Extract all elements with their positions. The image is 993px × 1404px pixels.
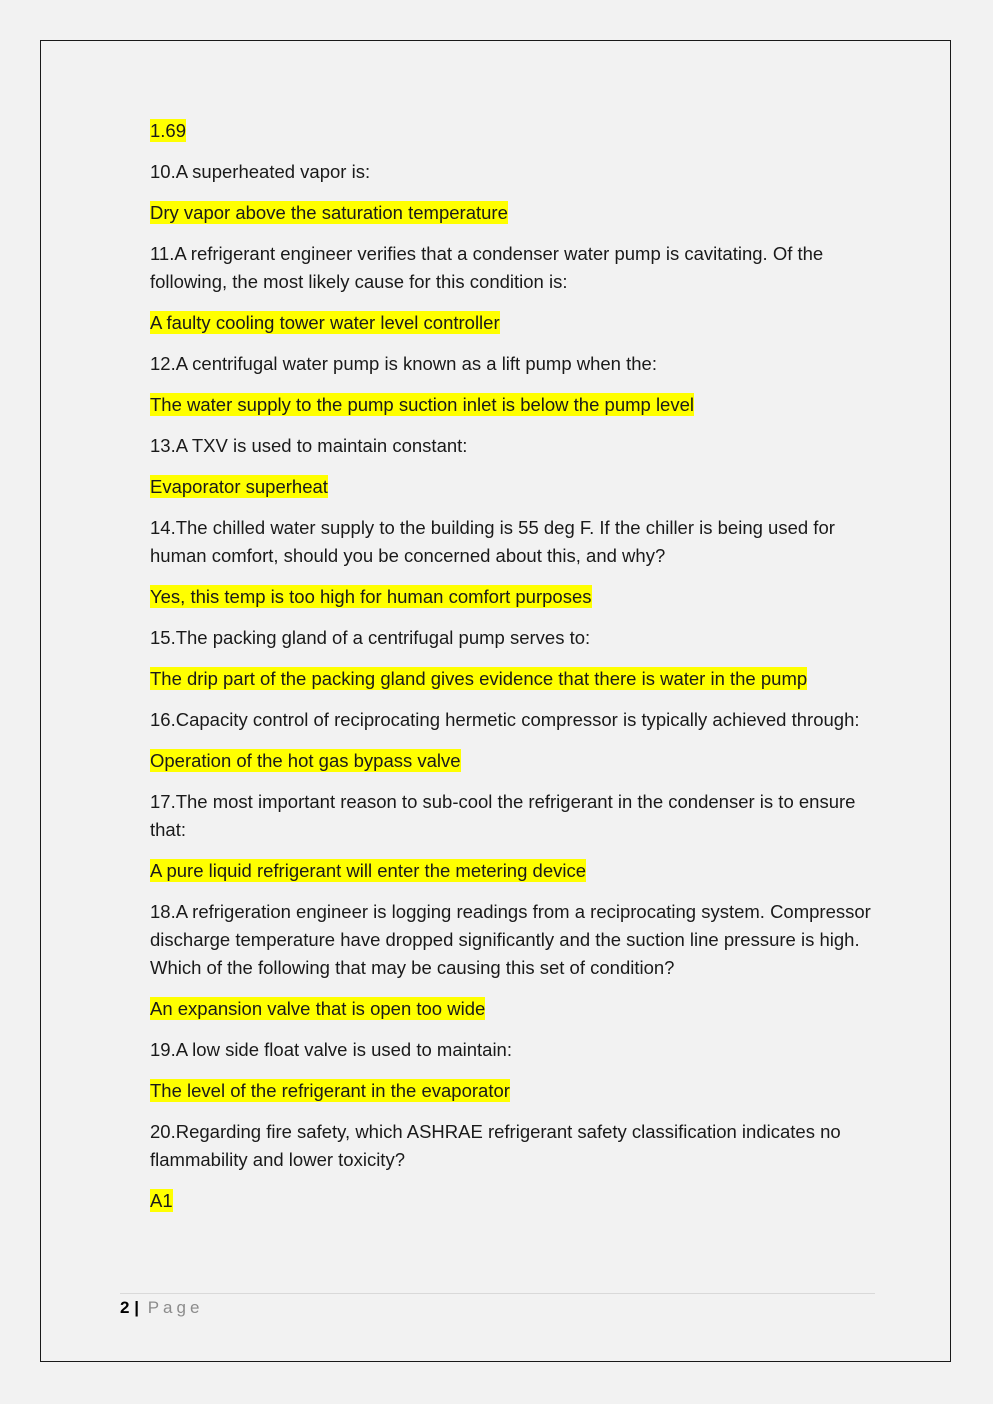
answer-paragraph <box>150 995 875 1023</box>
answer-paragraph <box>150 1187 875 1215</box>
footer-separator: | <box>134 1298 139 1317</box>
highlighted-answer-text: A1 <box>150 1190 173 1211</box>
answer-paragraph <box>150 1077 875 1105</box>
highlighted-answer-text: The level of the refrigerant in the evaporator <box>150 1080 510 1101</box>
highlighted-answer-text: Dry vapor above the saturation temperature <box>150 202 508 223</box>
answer-paragraph <box>150 199 875 227</box>
page-footer <box>120 1296 203 1320</box>
answer-paragraph <box>150 857 875 885</box>
question-paragraph: 19.A low side float valve is used to maintain: <box>150 1039 512 1060</box>
question-paragraph: 10.A superheated vapor is: <box>150 161 371 182</box>
highlighted-answer-text: The drip part of the packing gland gives evidence that there is water in the pump <box>150 668 808 689</box>
question-paragraph: 15.The packing gland of a centrifugal pump serves to: <box>150 627 591 648</box>
highlighted-answer-text: Yes, this temp is too high for human comfort purposes <box>150 586 592 607</box>
answer-paragraph <box>150 747 875 775</box>
answer-paragraph <box>150 309 875 337</box>
document-body <box>150 117 875 1228</box>
question-paragraph: 18.A refrigeration engineer is logging readings from a reciprocating system. Compressor discharge temperature have dropped significantly and the suction line pressure is high. Which of the following that may be causing this set of condition? <box>150 901 871 978</box>
highlighted-answer-text: A pure liquid refrigerant will enter the metering device <box>150 860 587 881</box>
question-paragraph: 14.The chilled water supply to the building is 55 deg F. If the chiller is being used for human comfort, should you be concerned about this, and why? <box>150 517 835 566</box>
question-paragraph: 13.A TXV is used to maintain constant: <box>150 435 468 456</box>
question-paragraph: 12.A centrifugal water pump is known as a lift pump when the: <box>150 353 657 374</box>
answer-paragraph <box>150 117 875 145</box>
highlighted-answer-text: An expansion valve that is open too wide <box>150 998 486 1019</box>
answer-paragraph <box>150 391 875 419</box>
answer-paragraph <box>150 473 875 501</box>
answer-paragraph <box>150 665 875 693</box>
highlighted-answer-text: Evaporator superheat <box>150 476 328 497</box>
page-label: Page <box>147 1298 204 1317</box>
footer-divider <box>120 1293 875 1294</box>
page-number: 2 <box>120 1298 130 1317</box>
highlighted-answer-text: The water supply to the pump suction inlet is below the pump level <box>150 394 694 415</box>
highlighted-answer-text: Operation of the hot gas bypass valve <box>150 750 461 771</box>
question-paragraph: 17.The most important reason to sub-cool the refrigerant in the condenser is to ensure that: <box>150 791 856 840</box>
question-paragraph: 16.Capacity control of reciprocating hermetic compressor is typically achieved through: <box>150 709 860 730</box>
question-paragraph: 20.Regarding fire safety, which ASHRAE refrigerant safety classification indicates no flammability and lower toxicity? <box>150 1121 841 1170</box>
answer-paragraph <box>150 583 875 611</box>
question-paragraph: 11.A refrigerant engineer verifies that a condenser water pump is cavitating. Of the following, the most likely cause for this condition is: <box>150 243 824 292</box>
highlighted-answer-text: 1.69 <box>150 120 187 141</box>
highlighted-answer-text: A faulty cooling tower water level controller <box>150 312 500 333</box>
